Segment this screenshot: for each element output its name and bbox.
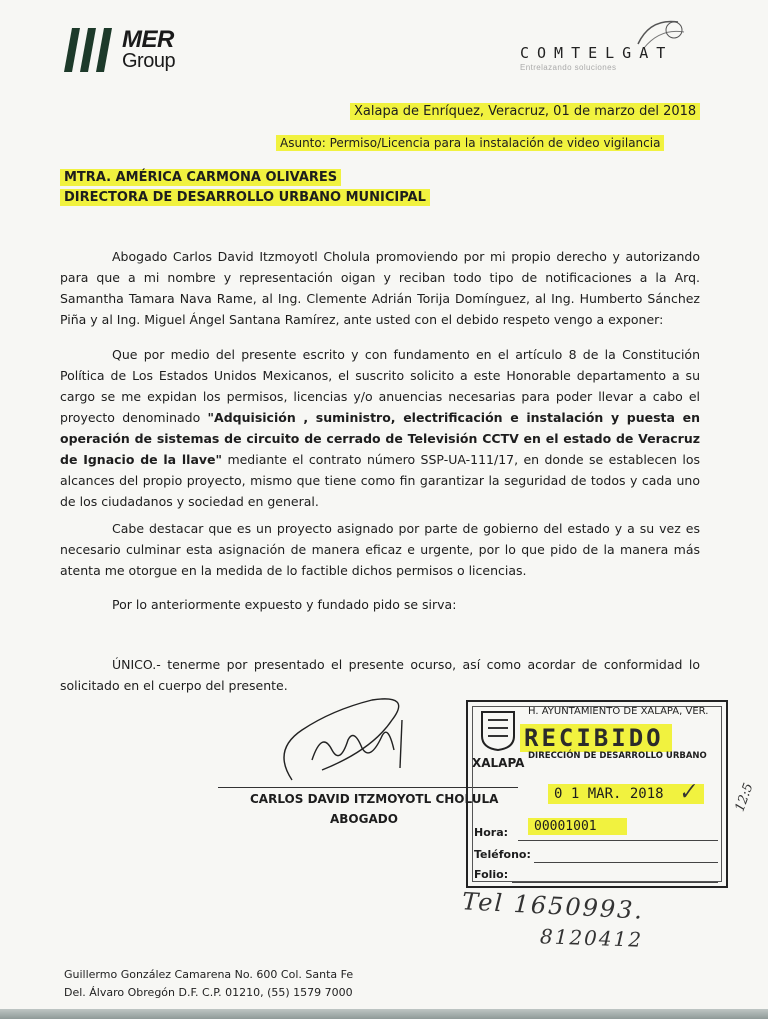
stamp-hora-label: Hora: <box>474 826 509 839</box>
signer-name: CARLOS DAVID ITZMOYOTL CHOLULA <box>250 792 499 806</box>
stamp-folio-label: Folio: <box>474 868 509 881</box>
handwritten-check: ✓ <box>676 778 699 807</box>
footer-address-line2: Del. Álvaro Obregón D.F. C.P. 01210, (55) 1579 7000 <box>64 986 353 999</box>
paragraph-intro: Abogado Carlos David Itzmoyotl Cholula promoviendo por mi propio derecho y autorizando para que a mi nombre y representación oigan y reciban todo tipo de notificaciones a la Arq. Samantha Tamara Nava Rame, al Ing. Clemente Adrián Torija Domínguez, al Ing. Humberto Sánchez Piña y al Ing. Miguel Ángel Santana Ramírez, ante usted con el debido respeto vengo a exponer: <box>60 249 700 327</box>
letter-subject: Asunto: Permiso/Licencia para la instalación de video vigilancia <box>276 136 664 150</box>
paragraph-request: Que por medio del presente escrito y con fundamento en el artículo 8 de la Constitución Política de Los Estados Unidos Mexicanos, el suscrito solicito a este Honorable departamento a su cargo se me expidan los permisos, licencias y/o anuencias necesarias para poder llevar a cabo el proyecto denominado "Adquisición , suministro, electrificación e instalación y puesta en operación de sistemas de circuito de cerrado de Televisión CCTV en el estado de Veracruz de Ignacio de la llave" mediante el contrato número SSP-UA-111/17, en donde se establecen los alcances del propio proyecto, mismo que tiene como fin garantizar la seguridad de todos y cada uno de los ciudadanos y sociedad en general. <box>60 347 701 509</box>
handwritten-time: 12:5 <box>732 781 757 814</box>
stamp-department: DIRECCIÓN DE DESARROLLO URBANO <box>528 751 707 761</box>
paragraph-petition: Por lo anteriormente expuesto y fundado pido se sirva: <box>112 597 457 612</box>
handwritten-number: 8120412 <box>539 924 644 952</box>
signature-image <box>262 690 442 790</box>
mer-logo-sub: Group <box>122 50 176 72</box>
scan-edge <box>0 1009 768 1019</box>
comtelgat-tagline: Entrelazando soluciones <box>520 63 617 72</box>
handwritten-phone: Tel 1650993. <box>461 887 645 925</box>
signer-role: ABOGADO <box>330 812 398 826</box>
mer-logo-name: MER <box>122 26 174 53</box>
comtelgat-logo-name: COMTELGAT <box>520 44 674 62</box>
project-name: "Adquisición , suministro, electrificación e instalación y puesta en operación de sistemas de circuito de cerrado de Televisión CCTV en el estado de Veracruz de Ignacio de la llave" <box>60 410 700 467</box>
stamp-hora-value: 00001001 <box>528 818 627 835</box>
stamp-organization: H. AYUNTAMIENTO DE XALAPA, VER. <box>528 706 709 717</box>
xalapa-crest-icon <box>478 708 518 752</box>
recipient-name: MTRA. AMÉRICA CARMONA OLIVARES <box>60 170 341 185</box>
stamp-status: RECIBIDO <box>520 724 672 752</box>
stamp-date: 0 1 MAR. 2018 <box>548 784 704 804</box>
mer-logo-icon <box>60 26 120 74</box>
letter-date: Xalapa de Enríquez, Veracruz, 01 de marzo del 2018 <box>350 104 700 119</box>
paragraph-urgency: Cabe destacar que es un proyecto asignado por parte de gobierno del estado y a su vez es necesario culminar esta asignación de manera eficaz e urgente, por lo que pido de la manera más atenta me otorgue en la medida de lo factible dichos permisos o licencias. <box>60 521 700 578</box>
recipient-title: DIRECTORA DE DESARROLLO URBANO MUNICIPAL <box>60 190 430 205</box>
stamp-telefono-label: Teléfono: <box>474 848 531 861</box>
footer-address-line1: Guillermo González Camarena No. 600 Col. Santa Fe <box>64 968 354 981</box>
stamp-city: XALAPA <box>472 756 525 770</box>
paragraph-unico: ÚNICO.- tenerme por presentado el presente ocurso, así como acordar de conformidad lo solicitado en el cuerpo del presente. <box>60 657 700 693</box>
